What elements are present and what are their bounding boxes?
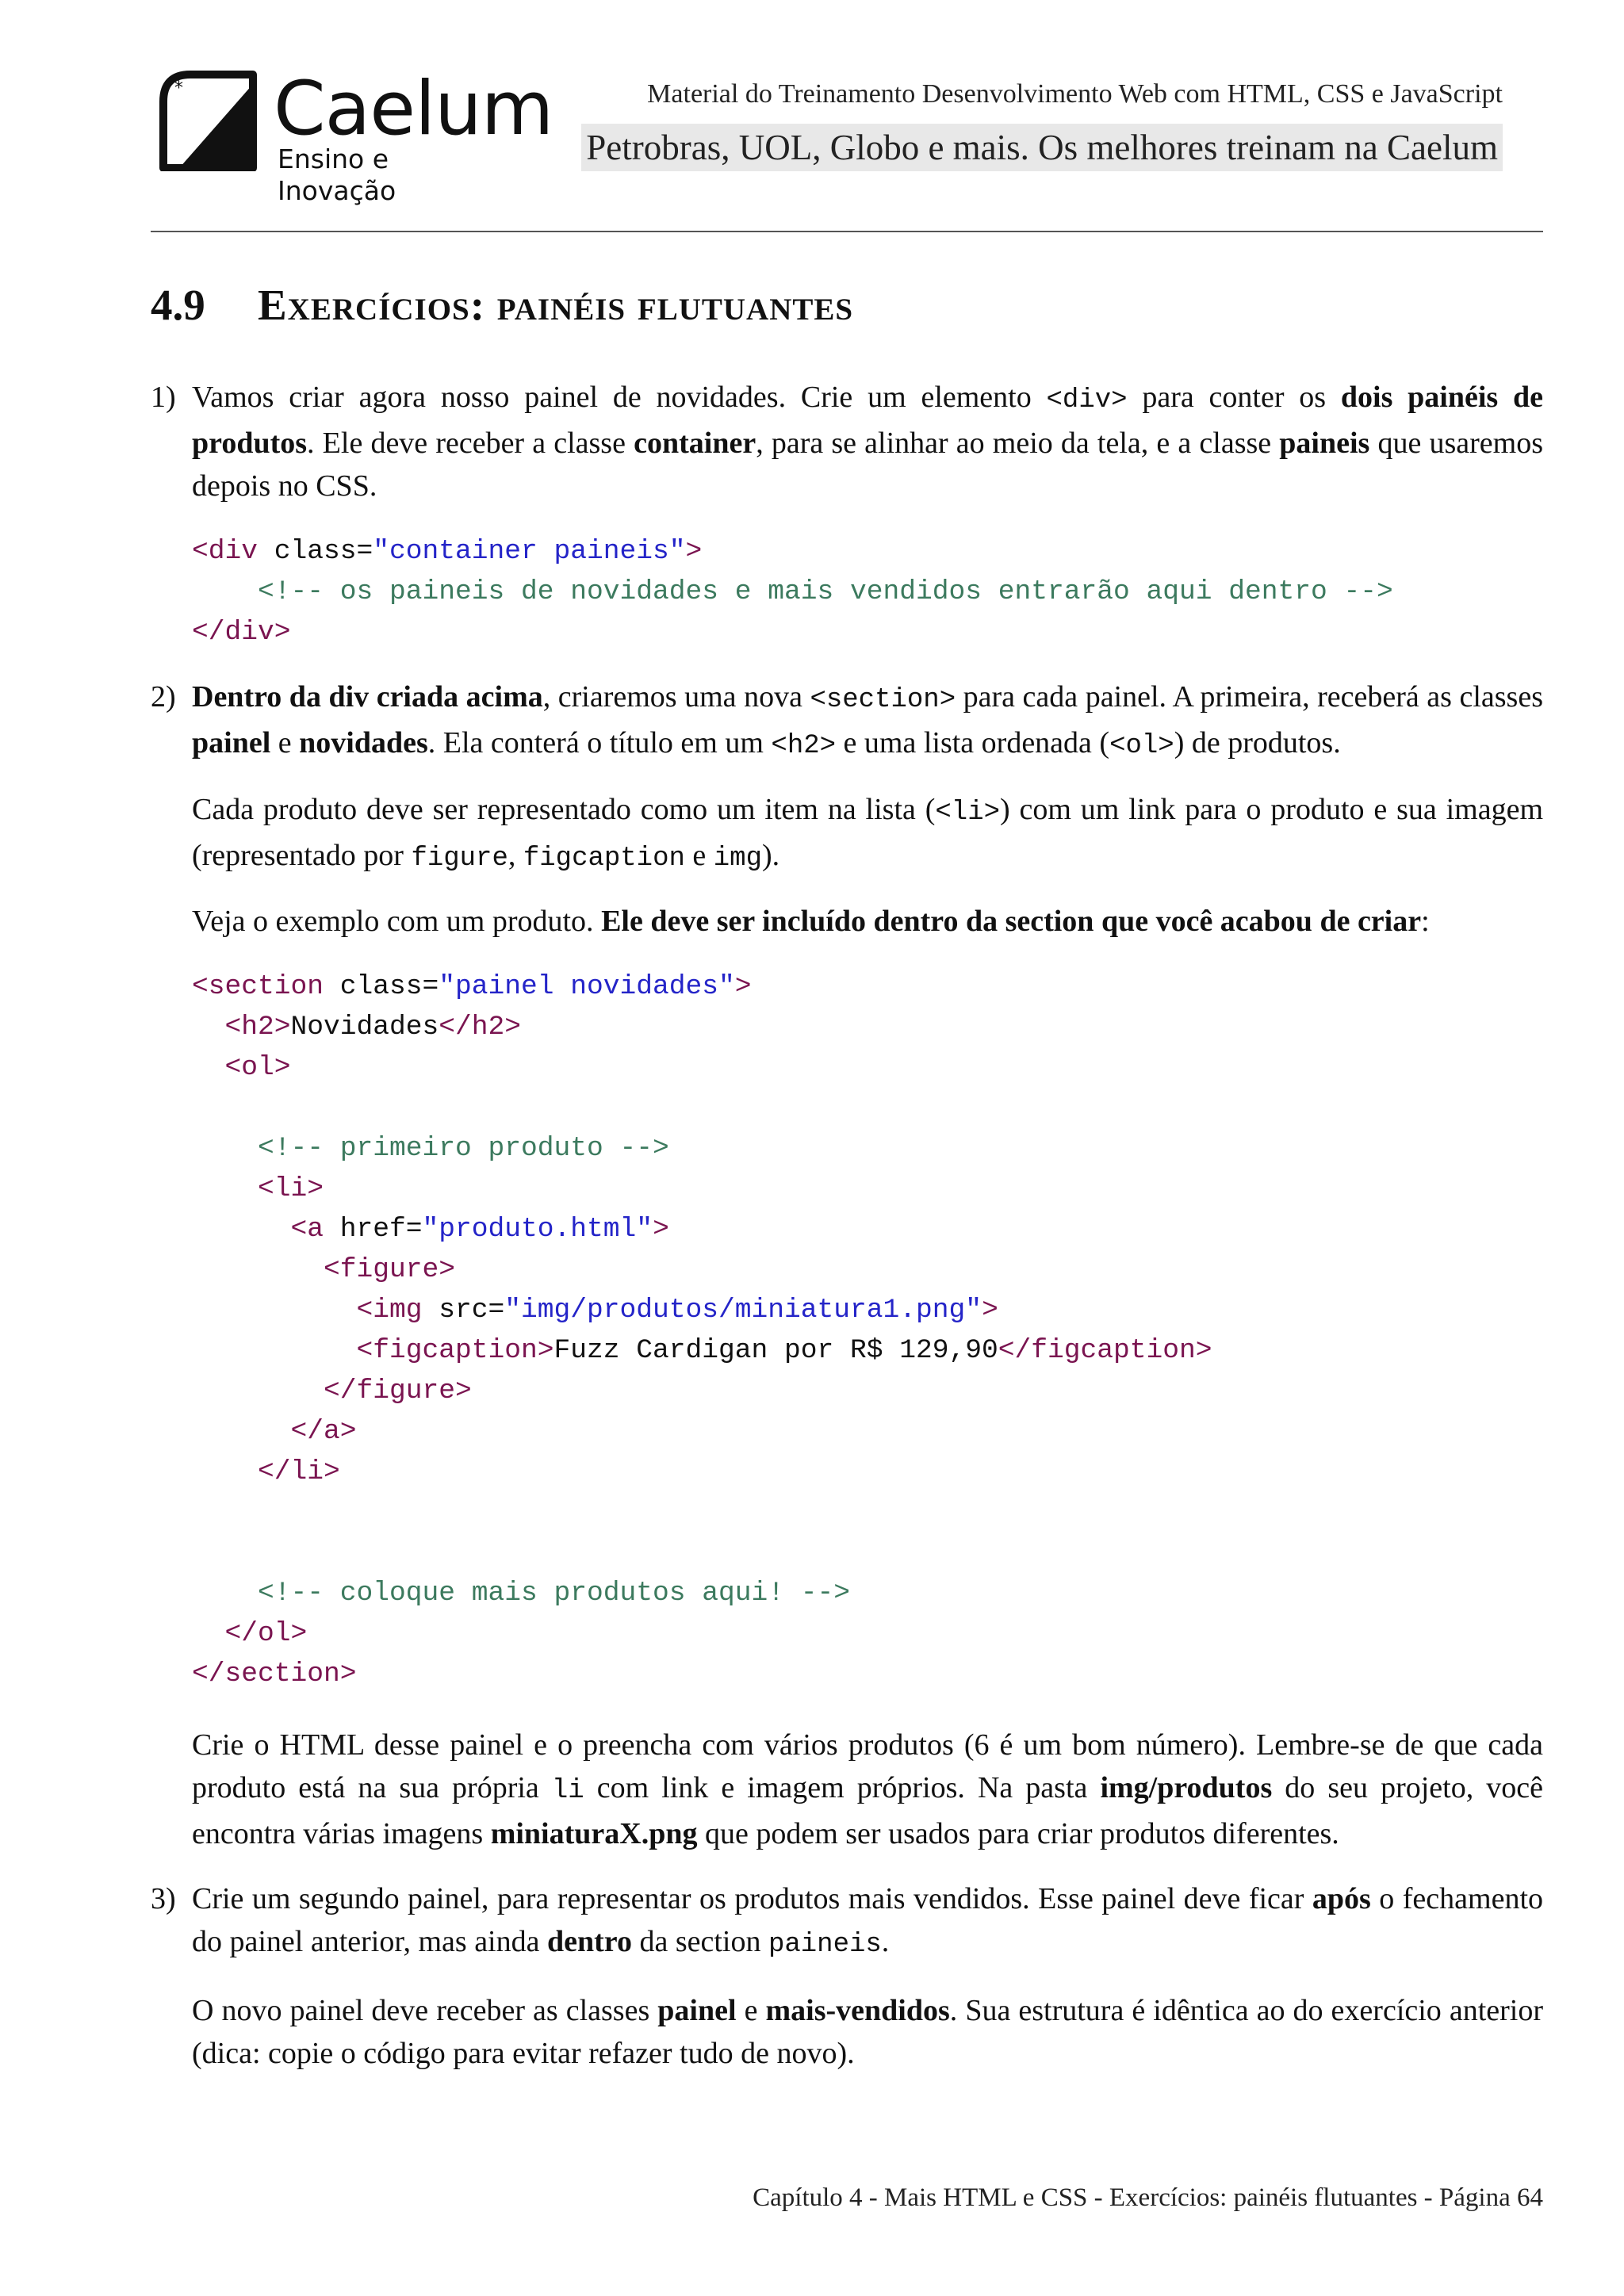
code-text: Fuzz Cardigan por R$ 129,90 bbox=[553, 1335, 998, 1366]
code-tag: <li> bbox=[258, 1173, 324, 1204]
text: para conter os bbox=[1127, 381, 1341, 414]
text: Crie um segundo painel, para representar os produtos mais vendidos. Esse painel deve ficar bbox=[192, 1882, 1312, 1915]
code-tag: <figcaption> bbox=[356, 1335, 554, 1366]
exercise-2-paragraph-3 bbox=[192, 900, 1543, 943]
text: ). bbox=[762, 839, 780, 872]
text: ) com um link para o produto e sua imagem (representado por bbox=[192, 793, 1543, 872]
code-tag: </h2> bbox=[439, 1012, 522, 1043]
code-block-1 bbox=[192, 531, 1393, 652]
bold-text: painel bbox=[657, 1994, 737, 2027]
text: e bbox=[736, 1994, 766, 2027]
text: , bbox=[508, 839, 523, 872]
code-tag: </figcaption> bbox=[998, 1335, 1212, 1366]
bold-text: novidades bbox=[299, 726, 428, 760]
inline-code: figcaption bbox=[523, 844, 685, 874]
text: Vamos criar agora nosso painel de novidades. Crie um elemento bbox=[192, 381, 1047, 414]
code-tag: <ol> bbox=[224, 1052, 291, 1083]
svg-text:*: * bbox=[174, 78, 183, 98]
code-tag: </li> bbox=[258, 1456, 340, 1487]
code-tag: </div> bbox=[192, 617, 291, 648]
bold-text: paineis bbox=[1279, 427, 1370, 460]
code-comment: <!-- os paineis de novidades e mais vendidos entrarão aqui dentro --> bbox=[258, 576, 1393, 607]
text: Veja o exemplo com um produto. bbox=[192, 905, 602, 938]
code-tag: > bbox=[982, 1295, 998, 1326]
text: . bbox=[881, 1925, 890, 1958]
caelum-logo-icon bbox=[159, 70, 258, 171]
code-text: Novidades bbox=[290, 1012, 439, 1043]
code-attr: class= bbox=[258, 536, 373, 567]
exercise-1-text bbox=[192, 376, 1543, 507]
bold-text: miniaturaX.png bbox=[490, 1817, 698, 1850]
header-banner: Petrobras, UOL, Globo e mais. Os melhores treinam na Caelum bbox=[581, 124, 1503, 171]
material-title: Material do Treinamento Desenvolvimento Web com HTML, CSS e JavaScript bbox=[647, 79, 1503, 109]
page-footer: Capítulo 4 - Mais HTML e CSS - Exercícios: painéis flutuantes - Página 64 bbox=[753, 2183, 1543, 2212]
section-title: Exercícios: painéis flutuantes bbox=[258, 281, 854, 329]
section-heading bbox=[151, 277, 853, 333]
logo-name: Caelum bbox=[274, 66, 553, 152]
text: com link e imagem próprios. Na pasta bbox=[584, 1771, 1101, 1804]
exercise-2-paragraph-4 bbox=[192, 1724, 1543, 1855]
exercise-1-number: 1) bbox=[151, 381, 176, 414]
inline-code: figure bbox=[411, 844, 508, 874]
code-tag: > bbox=[734, 971, 752, 1002]
text: que usaremos depois no CSS. bbox=[192, 427, 1543, 503]
inline-code: <h2> bbox=[771, 731, 837, 761]
inline-code: <section> bbox=[810, 685, 956, 715]
inline-code: img bbox=[713, 844, 762, 874]
exercise-3-number: 3) bbox=[151, 1882, 176, 1915]
text: para cada painel. A primeira, receberá as classes bbox=[956, 680, 1543, 714]
bold-text: img/produtos bbox=[1100, 1771, 1273, 1804]
text: . Sua estrutura é idêntica ao do exercício anterior (dica: copie o código para evitar refazer tudo de novo). bbox=[192, 1994, 1543, 2070]
code-tag: > bbox=[685, 536, 703, 567]
code-tag: </figure> bbox=[324, 1376, 472, 1406]
bold-text: dentro bbox=[546, 1925, 632, 1958]
exercise-2-text bbox=[192, 675, 1543, 767]
text: o fechamento do painel anterior, mas ainda bbox=[192, 1882, 1543, 1958]
code-tag: </section> bbox=[192, 1659, 357, 1689]
code-comment: <!-- coloque mais produtos aqui! --> bbox=[258, 1578, 851, 1609]
text: Crie o HTML desse painel e o preencha com vários produtos (6 é um bom número). Lembre-se de que cada produto está na sua própria bbox=[192, 1728, 1543, 1804]
text: , para se alinhar ao meio da tela, e a classe bbox=[756, 427, 1280, 460]
code-tag: <section bbox=[192, 971, 324, 1002]
text: e bbox=[684, 839, 714, 872]
bold-text: container bbox=[634, 427, 756, 460]
text: : bbox=[1421, 905, 1430, 938]
text: . Ele deve receber a classe bbox=[307, 427, 634, 460]
text: do seu projeto, você encontra várias imagens bbox=[192, 1771, 1543, 1850]
inline-code: li bbox=[551, 1776, 584, 1806]
code-string: "container paineis" bbox=[373, 536, 686, 567]
code-tag: </a> bbox=[290, 1416, 357, 1447]
logo-tagline: Ensino e Inovação bbox=[278, 144, 396, 206]
code-attr: href= bbox=[324, 1214, 423, 1245]
text: , criaremos uma nova bbox=[542, 680, 810, 714]
code-attr: class= bbox=[324, 971, 439, 1002]
code-tag: <a bbox=[290, 1214, 324, 1245]
text: . Ela conterá o título em um bbox=[427, 726, 772, 760]
code-attr: src= bbox=[422, 1295, 505, 1326]
exercise-2-number: 2) bbox=[151, 680, 176, 714]
exercise-3-paragraph-2 bbox=[192, 1989, 1543, 2075]
exercise-3-text bbox=[192, 1877, 1543, 1966]
code-string: "painel novidades" bbox=[439, 971, 735, 1002]
text: e bbox=[270, 726, 300, 760]
bold-text: Ele deve ser incluído dentro da section que você acabou de criar bbox=[601, 905, 1422, 938]
caelum-logo bbox=[159, 66, 553, 206]
bold-text: após bbox=[1312, 1882, 1371, 1915]
bold-text: dois painéis de produtos bbox=[192, 381, 1543, 460]
inline-code: <div> bbox=[1046, 385, 1128, 415]
code-tag: </ol> bbox=[224, 1618, 308, 1649]
text: da section bbox=[631, 1925, 768, 1958]
inline-code: <li> bbox=[935, 798, 1001, 828]
code-string: "produto.html" bbox=[422, 1214, 653, 1245]
bold-text: mais-vendidos bbox=[765, 1994, 950, 2027]
text: e uma lista ordenada ( bbox=[836, 726, 1110, 760]
text: que podem ser usados para criar produtos diferentes. bbox=[697, 1817, 1339, 1850]
code-tag: > bbox=[653, 1214, 669, 1245]
text: ) de produtos. bbox=[1174, 726, 1341, 760]
code-comment: <!-- primeiro produto --> bbox=[258, 1133, 669, 1164]
code-tag: <figure> bbox=[324, 1254, 456, 1285]
text: Cada produto deve ser representado como um item na lista ( bbox=[192, 793, 936, 826]
code-block-2 bbox=[192, 966, 1212, 1694]
code-tag: <img bbox=[356, 1295, 423, 1326]
bold-text: painel bbox=[192, 726, 271, 760]
exercise-2-paragraph-2 bbox=[192, 788, 1543, 880]
code-string: "img/produtos/miniatura1.png" bbox=[504, 1295, 982, 1326]
text: O novo painel deve receber as classes bbox=[192, 1994, 658, 2027]
bold-text: Dentro da div criada acima bbox=[192, 680, 543, 714]
header-divider bbox=[151, 231, 1543, 232]
inline-code: paineis bbox=[768, 1930, 882, 1960]
code-tag: <h2> bbox=[224, 1012, 291, 1043]
code-tag: <div bbox=[192, 536, 259, 567]
inline-code: <ol> bbox=[1109, 731, 1174, 761]
section-number: 4.9 bbox=[151, 281, 205, 329]
